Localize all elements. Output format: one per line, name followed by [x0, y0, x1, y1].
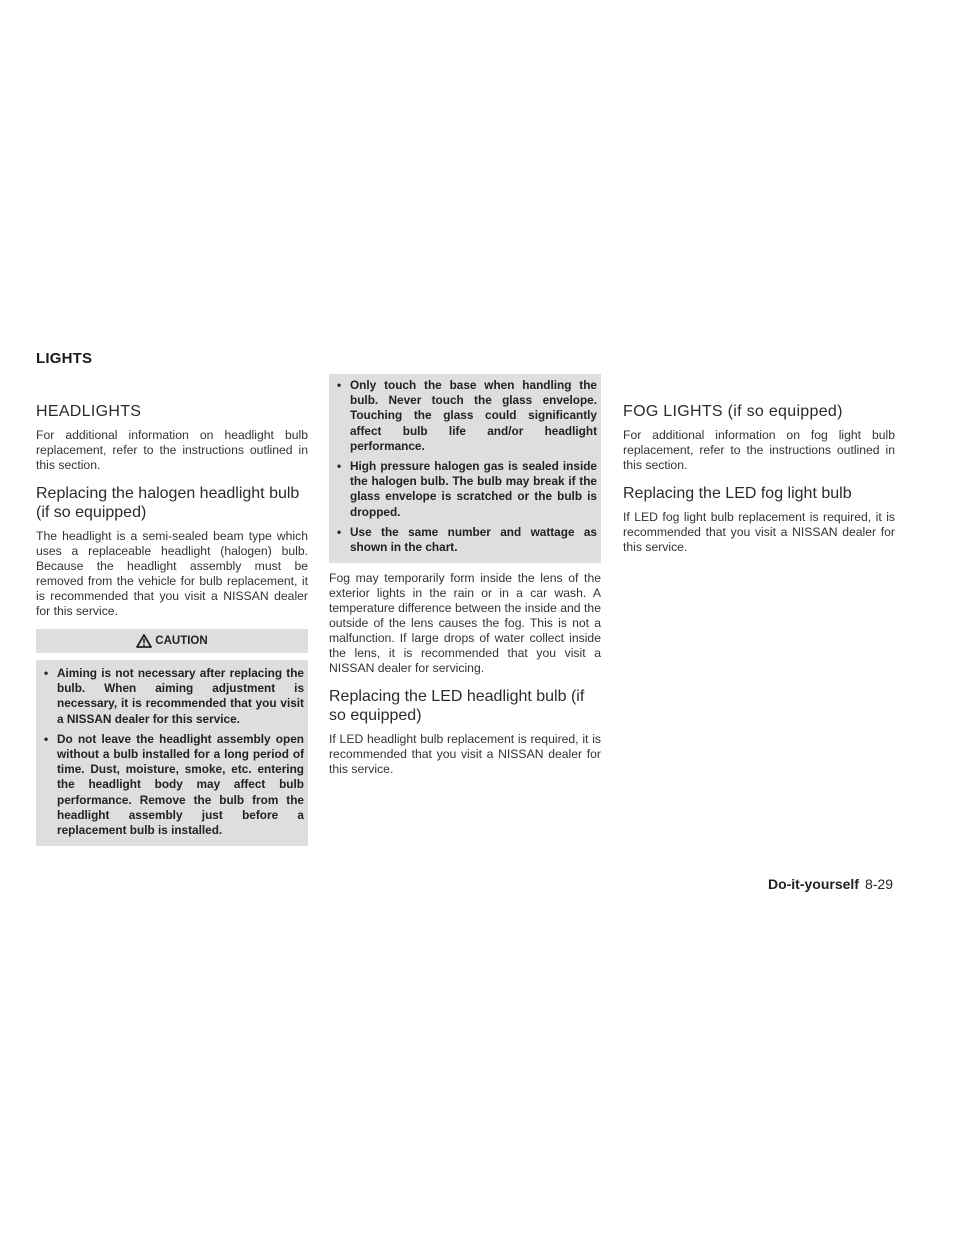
caution-box [36, 660, 308, 846]
caution-item: • Aiming is not necessary after replacing the bulb. When aiming adjustment is necessary, it is recommended that you visit a NISSAN dealer for this service. [40, 666, 304, 727]
column-fog-lights [623, 402, 895, 563]
fog-note: Fog may temporarily form inside the lens of the exterior lights in the rain or in a car wash. A temperature difference between the inside and the outside of the lens causes the fog. This is not a malfunction. If large drops of water collect inside the lens, it is recommended that you visit a NISSAN dealer for servicing. [329, 571, 601, 676]
footer-section: Do-it-yourself [767, 876, 859, 892]
page-number: 8-29 [864, 876, 893, 892]
caution-item: • High pressure halogen gas is sealed inside the halogen bulb. The bulb may break if the glass envelope is scratched or the bulb is dropped. [333, 459, 597, 520]
caution-header [36, 629, 308, 653]
led-fog-heading: Replacing the LED fog light bulb [623, 485, 852, 502]
halogen-heading: Replacing the halogen headlight bulb (if so equipped) [36, 485, 300, 521]
column-headlights [36, 402, 308, 846]
led-headlight-heading: Replacing the LED headlight bulb (if so equipped) [329, 688, 585, 725]
led-fog-body: If LED fog light bulb replacement is required, it is recommended that you visit a NISSAN dealer for this service. [623, 510, 895, 554]
fog-lights-heading: FOG LIGHTS (if so equipped) [623, 403, 843, 420]
caution-item: • Use the same number and wattage as shown in the chart. [333, 525, 597, 555]
caution-item: • Only touch the base when handling the bulb. Never touch the glass envelope. Touching the glass could significantly affect bulb life and/or headlight performance. [333, 378, 597, 454]
headlights-intro: For additional information on headlight bulb replacement, refer to the instructions outlined in this section. [36, 428, 308, 472]
led-headlight-body: If LED headlight bulb replacement is required, it is recommended that you visit a NISSAN dealer for this service. [329, 732, 601, 777]
section-label: LIGHTS [36, 350, 93, 367]
caution-item: • Do not leave the headlight assembly open without a bulb installed for a long period of time. Dust, moisture, smoke, etc. entering the headlight body may affect bulb performance. Remove the bulb from the headlight assembly just before a replacement bulb is installed. [40, 732, 304, 838]
fog-lights-intro: For additional information on fog light bulb replacement, refer to the instructions outlined in this section. [623, 428, 895, 472]
headlights-heading: HEADLIGHTS [36, 403, 142, 420]
warning-icon [136, 634, 152, 648]
page-footer [768, 876, 893, 892]
column-headlights-continued [329, 376, 601, 785]
halogen-body: The headlight is a semi-sealed beam type which uses a replaceable headlight (halogen) bulb. Because the headlight assembly must be removed from the vehicle for bulb replacement, it is recommended that you visit a NISSAN dealer for this service. [36, 529, 308, 618]
caution-title: CAUTION [155, 635, 208, 647]
caution-box-continued [329, 374, 601, 563]
